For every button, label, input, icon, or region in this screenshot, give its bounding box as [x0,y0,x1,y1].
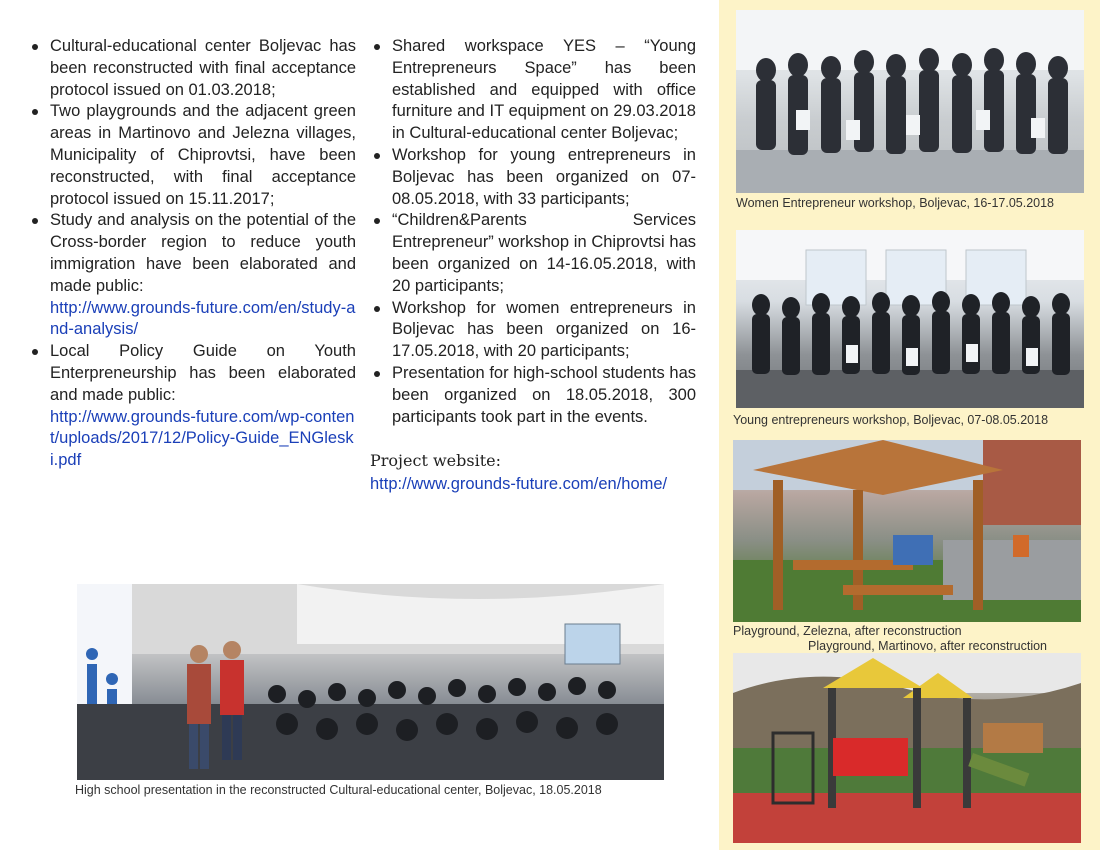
list-item-text: Shared workspace YES – “Young Entrepreneurs Space” has been established and equipped with office furniture and IT equipment on 29.03.2018 in Cultural-educational center Boljevac; [392,37,696,143]
list-item [28,36,356,101]
middle-text-column [370,36,696,496]
list-item-text: Two playgrounds and the adjacent green areas in Martinovo and Jelezna villages, Municipality of Chiprovtsi, have been reconstructed, with final acceptance protocol issued on 15.11.2017; [50,102,356,208]
list-item [28,341,356,472]
list-item-text: Workshop for women entrepreneurs in Boljevac has been organized on 16-17.05.2018, with 20 participants; [392,298,696,361]
women-workshop-caption: Women Entrepreneur workshop, Boljevac, 16-17.05.2018 [736,196,1055,210]
achievements-list-2 [370,36,696,428]
project-website-label: Project website: [370,451,501,471]
women-workshop-photo [736,10,1084,193]
left-text-column [28,36,356,472]
group-photo-illustration [736,10,1084,193]
playground-zelezna-photo [733,440,1081,622]
policy-guide-link[interactable]: http://www.grounds-future.com/wp-content/uploads/2017/12/Policy-Guide_ENGleski.pdf [50,407,355,470]
list-item-text: Local Policy Guide on Youth Enterpreneurship has been elaborated and made public: [50,342,356,404]
list-item-text: Study and analysis on the potential of the Cross-border region to reduce youth immigration have been elaborated and made public: [50,211,356,295]
list-item-text: Workshop for young entrepreneurs in Boljevac has been organized on 07-08.05.2018, with 33 participants; [392,145,696,208]
list-item [28,210,356,341]
young-entrepreneurs-photo [736,230,1084,408]
high-school-presentation-photo [77,584,664,780]
playground-martinovo-caption: Playground, Martinovo, after reconstruction [808,639,1048,653]
group-photo-illustration [736,230,1084,408]
playground-zelezna-caption: Playground, Zelezna, after reconstruction [733,624,962,638]
list-item-text: “Children&Parents Services Entrepreneur” workshop in Chiprovtsi has been organized on 14-16.05.2018, with 20 participants; [392,211,696,295]
gazebo-illustration [733,440,1081,622]
project-website-link[interactable]: http://www.grounds-future.com/en/home/ [370,475,668,494]
playground-illustration [733,653,1081,843]
list-item [370,210,696,297]
list-item [370,298,696,363]
list-item [370,36,696,145]
list-item [370,363,696,428]
list-item-text: Cultural-educational center Boljevac has been reconstructed with final acceptance protocol issued on 01.03.2018; [50,37,356,99]
study-analysis-link[interactable]: http://www.grounds-future.com/en/study-and-analysis/ [50,298,356,339]
list-item-text: Presentation for high-school students has been organized on 18.05.2018, 300 participants took part in the events. [392,363,696,426]
playground-martinovo-photo [733,653,1081,843]
young-entrepreneurs-caption: Young entrepreneurs workshop, Boljevac, 07-08.05.2018 [733,413,1049,427]
list-item [370,145,696,210]
auditorium-illustration [77,584,664,780]
high-school-presentation-caption: High school presentation in the reconstructed Cultural-educational center, Boljevac, 18.05.2018 [75,783,602,797]
list-item [28,101,356,210]
achievements-list-1 [28,36,356,472]
